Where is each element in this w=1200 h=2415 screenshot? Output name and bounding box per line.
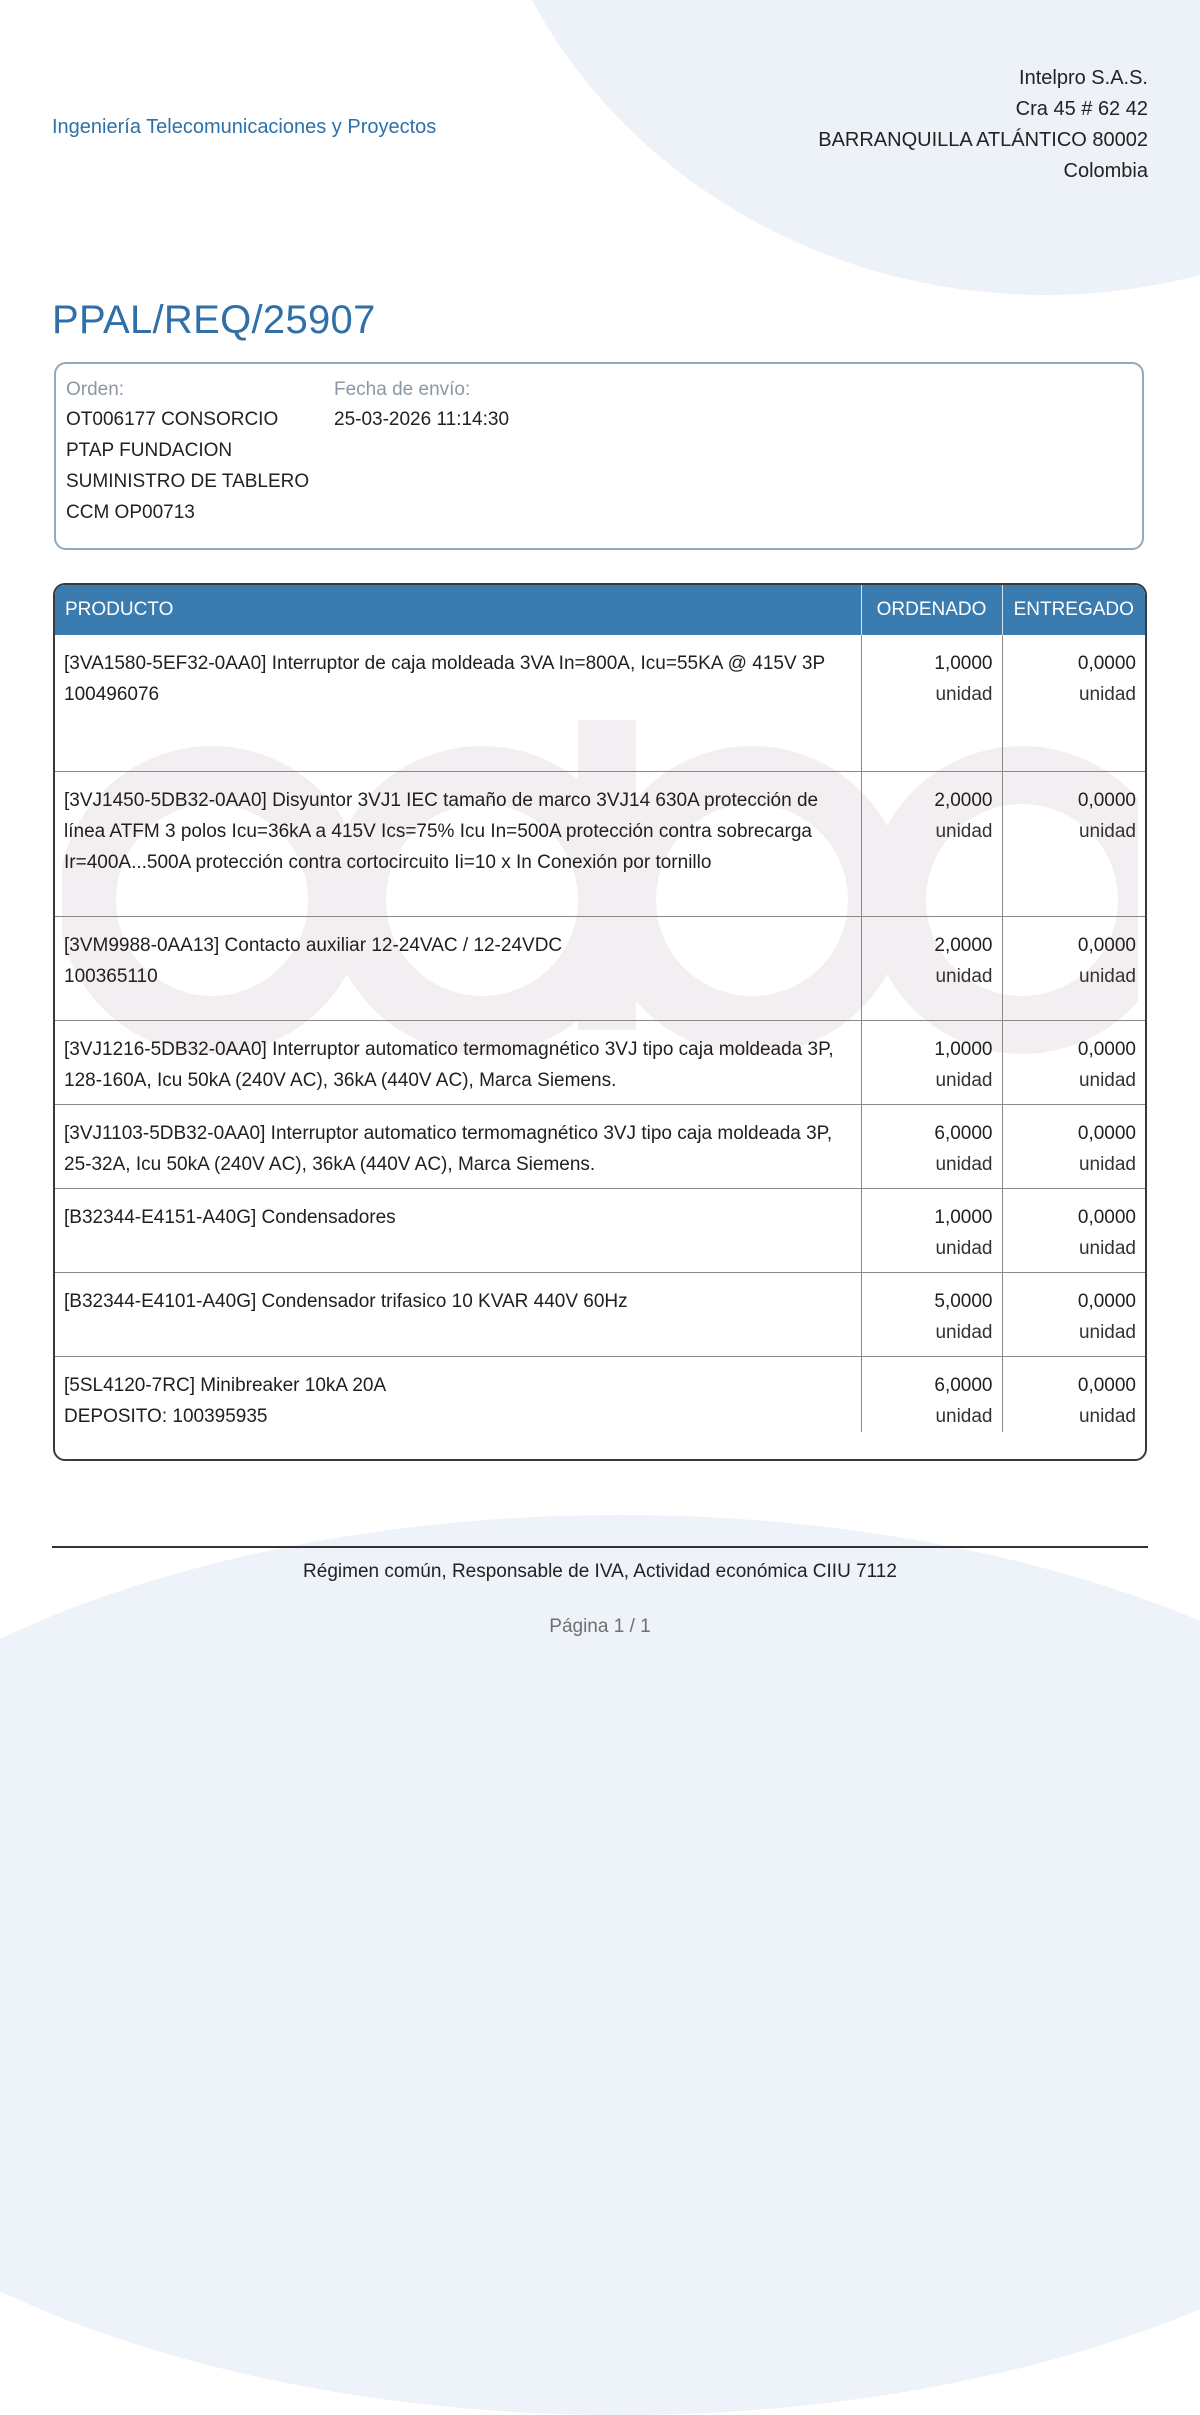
- table-row: [55, 1104, 1145, 1188]
- company-name: Intelpro S.A.S.: [1019, 67, 1148, 89]
- ordered-cell: [861, 1020, 1002, 1104]
- table-header-row: [55, 585, 1145, 635]
- ordered-qty: 2,0000: [934, 789, 993, 811]
- delivered-qty: 0,0000: [1077, 653, 1136, 674]
- delivered-qty: 0,0000: [1077, 934, 1136, 956]
- ordered-qty: 6,0000: [934, 1374, 993, 1396]
- column-header-delivered: ENTREGADO: [1002, 585, 1145, 635]
- product-description: [B32344-E4101-A40G] Condensador trifasico 10 KVAR 440V 60Hz: [64, 1290, 628, 1312]
- ordered-qty: 1,0000: [934, 1206, 993, 1228]
- ordered-qty: 1,0000: [934, 1038, 993, 1060]
- delivered-cell: [1002, 1356, 1145, 1432]
- ordered-unit: unidad: [935, 1237, 993, 1259]
- ordered-qty: 2,0000: [934, 934, 993, 956]
- ordered-unit: unidad: [935, 1321, 993, 1343]
- table-row: [55, 916, 1145, 1020]
- ordered-cell: [861, 1356, 1002, 1432]
- delivered-qty: 0,0000: [1077, 1374, 1136, 1396]
- delivered-qty: 0,0000: [1077, 1290, 1136, 1312]
- order-info-box: [54, 362, 1144, 550]
- product-extra: 100496076: [64, 684, 160, 705]
- delivered-qty: 0,0000: [1077, 789, 1136, 811]
- ordered-unit: unidad: [935, 1069, 993, 1091]
- order-column: [66, 376, 309, 528]
- ordered-qty: 6,0000: [934, 1122, 993, 1144]
- ordered-qty: 1,0000: [934, 653, 993, 674]
- products-table: [53, 583, 1147, 1461]
- ordered-unit: unidad: [935, 1153, 993, 1175]
- delivered-qty: 0,0000: [1077, 1122, 1136, 1144]
- ordered-unit: unidad: [935, 684, 993, 705]
- product-extra: DEPOSITO: 100395935: [64, 1405, 268, 1427]
- table-row: [55, 1188, 1145, 1272]
- delivered-cell: [1002, 635, 1145, 771]
- ordered-unit: unidad: [935, 820, 993, 842]
- product-description: [3VJ1103-5DB32-0AA0] Interruptor automatico termomagnético 3VJ tipo caja moldeada 3P, 25-32A, Icu 50kA (240V AC), 36kA (440V AC), Marca Siemens.: [64, 1122, 833, 1175]
- date-value: 25-03-2026 11:14:30: [334, 409, 510, 430]
- table-row: [55, 771, 1145, 916]
- product-description: [3VJ1450-5DB32-0AA0] Disyuntor 3VJ1 IEC tamaño de marco 3VJ14 630A protección de línea ATFM 3 polos Icu=36kA a 415V Ics=75% Icu In=500A protección contra sobrecarga Ir=400A...500A protección contra cortocircuito Ii=10 x In Conexión por tornillo: [64, 789, 819, 873]
- delivered-unit: unidad: [1078, 820, 1136, 842]
- ordered-cell: [861, 771, 1002, 916]
- delivered-unit: unidad: [1078, 684, 1136, 705]
- product-cell: [55, 635, 861, 771]
- product-cell: [55, 1188, 861, 1272]
- delivered-cell: [1002, 1020, 1145, 1104]
- delivered-unit: unidad: [1078, 1069, 1136, 1091]
- product-cell: [55, 916, 861, 1020]
- ordered-cell: [861, 635, 1002, 771]
- ordered-unit: unidad: [935, 965, 993, 987]
- product-cell: [55, 771, 861, 916]
- order-label: Orden:: [66, 379, 125, 400]
- date-label: Fecha de envío:: [334, 379, 471, 400]
- page-number: Página 1 / 1: [549, 1616, 651, 1637]
- delivered-unit: unidad: [1078, 1237, 1136, 1259]
- product-description: [5SL4120-7RC] Minibreaker 10kA 20A: [64, 1374, 387, 1396]
- delivered-unit: unidad: [1078, 1321, 1136, 1343]
- ordered-unit: unidad: [935, 1405, 993, 1427]
- ordered-qty: 5,0000: [934, 1290, 993, 1312]
- ordered-cell: [861, 1104, 1002, 1188]
- order-line: PTAP FUNDACION: [66, 440, 233, 461]
- company-street: Cra 45 # 62 42: [1015, 98, 1148, 120]
- delivered-cell: [1002, 771, 1145, 916]
- company-tagline: Ingeniería Telecomunicaciones y Proyectos: [52, 116, 437, 138]
- product-cell: [55, 1272, 861, 1356]
- table-row: [55, 1020, 1145, 1104]
- company-address: [818, 63, 1148, 187]
- ordered-cell: [861, 916, 1002, 1020]
- delivered-cell: [1002, 1272, 1145, 1356]
- date-column: [334, 376, 509, 435]
- table-row: [55, 1356, 1145, 1432]
- footer-regime-text: Régimen común, Responsable de IVA, Actividad económica CIIU 7112: [303, 1561, 897, 1582]
- column-header-product: PRODUCTO: [55, 585, 861, 635]
- product-description: [3VM9988-0AA13] Contacto auxiliar 12-24VAC / 12-24VDC: [64, 934, 563, 956]
- order-line: CCM OP00713: [66, 502, 195, 523]
- delivered-unit: unidad: [1078, 1405, 1136, 1427]
- column-header-ordered: ORDENADO: [861, 585, 1002, 635]
- order-line: SUMINISTRO DE TABLERO: [66, 471, 310, 492]
- delivered-cell: [1002, 1104, 1145, 1188]
- ordered-cell: [861, 1188, 1002, 1272]
- product-cell: [55, 1356, 861, 1432]
- product-description: [3VA1580-5EF32-0AA0] Interruptor de caja moldeada 3VA In=800A, Icu=55KA @ 415V 3P: [64, 653, 826, 674]
- delivered-qty: 0,0000: [1077, 1206, 1136, 1228]
- table-row: [55, 1272, 1145, 1356]
- delivered-cell: [1002, 1188, 1145, 1272]
- table-row: [55, 635, 1145, 771]
- product-description: [3VJ1216-5DB32-0AA0] Interruptor automatico termomagnético 3VJ tipo caja moldeada 3P, 128-160A, Icu 50kA (240V AC), 36kA (440V AC), Marca Siemens.: [64, 1038, 834, 1091]
- company-city: BARRANQUILLA ATLÁNTICO 80002: [818, 129, 1148, 151]
- delivered-unit: unidad: [1078, 965, 1136, 987]
- delivered-unit: unidad: [1078, 1153, 1136, 1175]
- company-country: Colombia: [1063, 160, 1148, 182]
- order-line: OT006177 CONSORCIO: [66, 409, 279, 430]
- delivered-cell: [1002, 916, 1145, 1020]
- product-cell: [55, 1104, 861, 1188]
- ordered-cell: [861, 1272, 1002, 1356]
- delivered-qty: 0,0000: [1077, 1038, 1136, 1060]
- product-extra: 100365110: [64, 965, 158, 987]
- document-title: PPAL/REQ/25907: [52, 298, 376, 342]
- product-description: [B32344-E4151-A40G] Condensadores: [64, 1206, 396, 1228]
- footer-divider: [52, 1546, 1148, 1548]
- order-value: [66, 404, 309, 528]
- product-cell: [55, 1020, 861, 1104]
